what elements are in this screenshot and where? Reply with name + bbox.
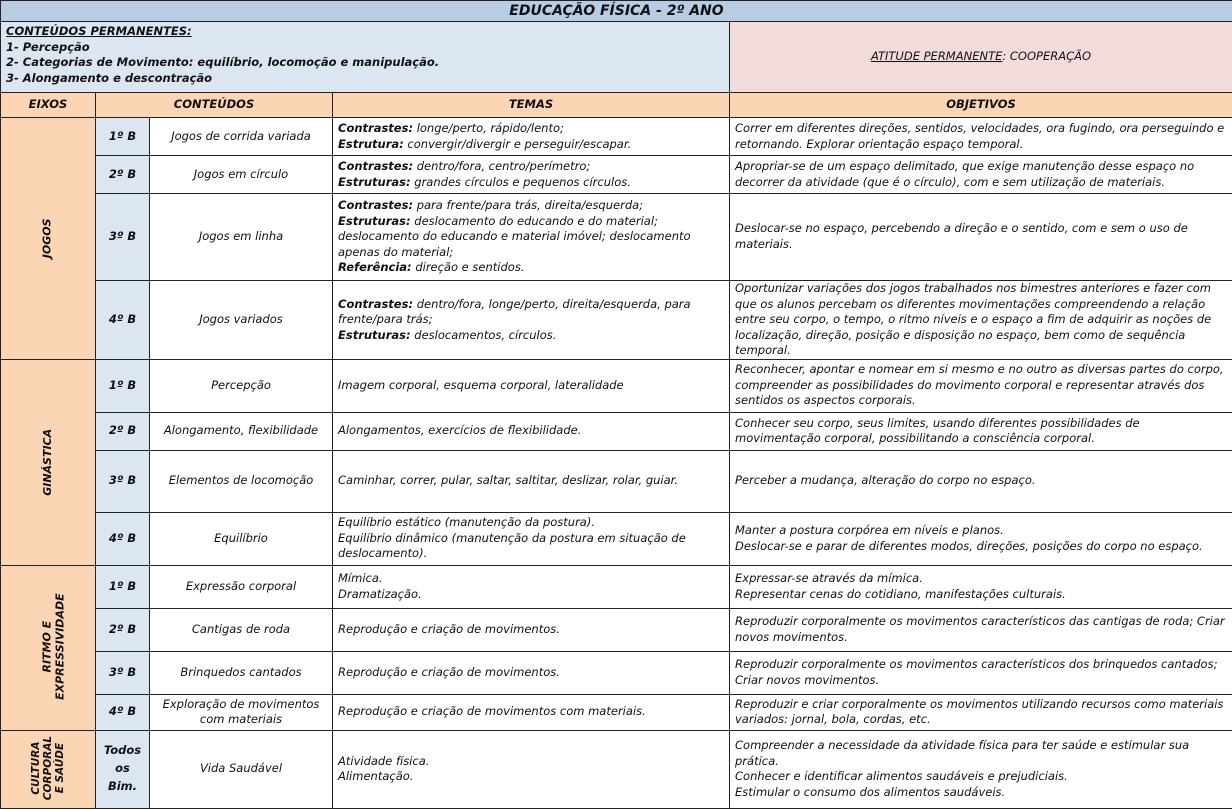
permanent-item: 3- Alongamento e descontração xyxy=(6,71,724,87)
bimestre-cell: 4º B xyxy=(96,694,150,730)
temas-cell xyxy=(333,281,730,360)
tema-line: Equilíbrio estático (manutenção da postura). xyxy=(338,515,724,531)
tema-label: Estrutura: xyxy=(338,137,404,151)
conteudo-cell: Brinquedos cantados xyxy=(150,651,333,694)
objetivo-cell: Perceber a mudança, alteração do corpo no espaço. xyxy=(730,450,1232,512)
tema-line: Referência: direção e sentidos. xyxy=(338,260,724,276)
conteudo-cell: Cantigas de roda xyxy=(150,608,333,651)
objetivo-cell: Correr em diferentes direções, sentidos, velocidades, ora fugindo, ora perseguindo e retornando. Explorar orientação espaço temporal. xyxy=(730,118,1232,156)
bimestre-cell: 1º B xyxy=(96,359,150,412)
table-row xyxy=(1,512,1232,565)
tema-label: Referência: xyxy=(338,260,412,274)
bimestre-cell: 3º B xyxy=(96,194,150,281)
tema-line: Estrutura: convergir/divergir e perseguir/escapar. xyxy=(338,137,724,153)
table-row xyxy=(1,694,1232,730)
tema-line: Atividade física. xyxy=(338,754,724,770)
tema-label: Contrastes: xyxy=(338,297,413,311)
conteudo-cell: Jogos em linha xyxy=(150,194,333,281)
conteudo-cell: Elementos de locomoção xyxy=(150,450,333,512)
eixo-label xyxy=(1,730,96,808)
attitude-value: : COOPERAÇÃO xyxy=(1002,49,1091,63)
objetivo-cell: Conhecer seu corpo, seus limites, usando diferentes possibilidades de movimentação corporal, possibilitando a consciência corporal. xyxy=(730,412,1232,450)
temas-cell xyxy=(333,194,730,281)
eixo-label xyxy=(1,565,96,730)
table-row xyxy=(1,651,1232,694)
conteudo-cell: Jogos em círculo xyxy=(150,156,333,194)
tema-label: Estruturas: xyxy=(338,175,411,189)
tema-line: Dramatização. xyxy=(338,587,724,603)
permanent-contents xyxy=(1,22,730,93)
tema-line: Imagem corporal, esquema corporal, lateralidade xyxy=(338,378,724,394)
tema-line: Mímica. xyxy=(338,571,724,587)
header-conteudos: CONTEÚDOS xyxy=(96,93,333,118)
tema-line: Reprodução e criação de movimentos. xyxy=(338,665,724,681)
bimestre-cell: 1º B xyxy=(96,565,150,608)
tema-line: Equilíbrio dinâmico (manutenção da postura em situação de deslocamento). xyxy=(338,531,724,562)
tema-label: Estruturas: xyxy=(338,328,411,342)
conteudo-cell: Percepção xyxy=(150,359,333,412)
conteudo-cell: Jogos variados xyxy=(150,281,333,360)
tema-line: Estruturas: deslocamento do educando e do material; deslocamento do educando e material imóvel; deslocamento apenas do material; xyxy=(338,214,724,261)
table-row xyxy=(1,118,1232,156)
conteudo-cell: Vida Saudável xyxy=(150,730,333,808)
tema-line: Caminhar, correr, pular, saltar, saltitar, deslizar, rolar, guiar. xyxy=(338,473,724,489)
table-row xyxy=(1,281,1232,360)
bimestre-cell: 1º B xyxy=(96,118,150,156)
tema-label: Contrastes: xyxy=(338,159,413,173)
objetivo-cell: Oportunizar variações dos jogos trabalhados nos bimestres anteriores e fazer com que os alunos percebam os diferentes movimentações compreendendo a relação entre seu corpo, o tempo, o ritmo níveis e o espaço a fim de adquirir as noções de localização, direção, posição e disposição no espaço, bem como de sequência temporal. xyxy=(730,281,1232,360)
objetivo-cell: Reconhecer, apontar e nomear em si mesmo e no outro as diversas partes do corpo, compreender as possibilidades do movimento corporal e representar através dos sentidos os aspectos corporais. xyxy=(730,359,1232,412)
conteudo-cell: Expressão corporal xyxy=(150,565,333,608)
tema-label: Contrastes: xyxy=(338,198,413,212)
conteudo-cell: Jogos de corrida variada xyxy=(150,118,333,156)
temas-cell xyxy=(333,359,730,412)
eixo-label-text: RITMO E EXPRESSIVIDADE xyxy=(42,594,67,700)
objetivo-cell: Reproduzir corporalmente os movimentos característicos dos brinquedos cantados; Criar novos movimentos. xyxy=(730,651,1232,694)
temas-cell xyxy=(333,450,730,512)
bimestre-cell: 2º B xyxy=(96,156,150,194)
objetivo-cell: Manter a postura corpórea em níveis e planos. Deslocar-se e parar de diferentes modos, direções, posições do corpo no espaço. xyxy=(730,512,1232,565)
table-row xyxy=(1,194,1232,281)
temas-cell xyxy=(333,156,730,194)
temas-cell xyxy=(333,608,730,651)
table-row xyxy=(1,412,1232,450)
temas-cell xyxy=(333,651,730,694)
tema-line: Alongamentos, exercícios de flexibilidade. xyxy=(338,423,724,439)
permanent-contents-heading: CONTEÚDOS PERMANENTES: xyxy=(6,24,724,40)
conteudo-cell: Exploração de movimentos com materiais xyxy=(150,694,333,730)
bimestre-cell: 2º B xyxy=(96,412,150,450)
header-eixos: EIXOS xyxy=(1,93,96,118)
bimestre-cell: 4º B xyxy=(96,281,150,360)
table-row xyxy=(1,156,1232,194)
tema-line: Estruturas: deslocamentos, círculos. xyxy=(338,328,724,344)
tema-line: Alimentação. xyxy=(338,769,724,785)
tema-line: Reprodução e criação de movimentos. xyxy=(338,622,724,638)
page-title: EDUCAÇÃO FÍSICA - 2º ANO xyxy=(1,1,1232,22)
temas-cell xyxy=(333,565,730,608)
tema-line: Contrastes: dentro/fora, centro/perímetro; xyxy=(338,159,724,175)
attitude-label: ATITUDE PERMANENTE xyxy=(871,49,1002,63)
tema-line: Reprodução e criação de movimentos com materiais. xyxy=(338,704,724,720)
temas-cell xyxy=(333,730,730,808)
objetivo-cell: Apropriar-se de um espaço delimitado, que exige manutenção desse espaço no decorrer da atividade (que é o círculo), com e sem utilização de materiais. xyxy=(730,156,1232,194)
eixo-label xyxy=(1,359,96,565)
temas-cell xyxy=(333,118,730,156)
bimestre-cell: 3º B xyxy=(96,651,150,694)
table-row xyxy=(1,565,1232,608)
objetivo-cell: Compreender a necessidade da atividade física para ter saúde e estimular sua prática. Conhecer e identificar alimentos saudáveis e prejudiciais. Estimular o consumo dos alimentos saudáveis. xyxy=(730,730,1232,808)
permanent-attitude xyxy=(730,22,1232,93)
permanent-item: 2- Categorias de Movimento: equilíbrio, locomoção e manipulação. xyxy=(6,55,724,71)
bimestre-cell: 4º B xyxy=(96,512,150,565)
bimestre-cell: 3º B xyxy=(96,450,150,512)
temas-cell xyxy=(333,694,730,730)
bimestre-cell: 2º B xyxy=(96,608,150,651)
tema-line: Contrastes: longe/perto, rápido/lento; xyxy=(338,121,724,137)
header-temas: TEMAS xyxy=(333,93,730,118)
table-row xyxy=(1,450,1232,512)
bimestre-cell: Todos os Bim. xyxy=(96,730,150,808)
tema-line: Contrastes: dentro/fora, longe/perto, direita/esquerda, para frente/para trás; xyxy=(338,297,724,328)
tema-label: Contrastes: xyxy=(338,121,413,135)
conteudo-cell: Alongamento, flexibilidade xyxy=(150,412,333,450)
eixo-label-text: CULTURA CORPORAL E SAÚDE xyxy=(30,736,66,800)
table-row xyxy=(1,359,1232,412)
objetivo-cell: Reproduzir corporalmente os movimentos característicos das cantigas de roda; Criar novos movimentos. xyxy=(730,608,1232,651)
conteudo-cell: Equilíbrio xyxy=(150,512,333,565)
permanent-item: 1- Percepção xyxy=(6,40,724,56)
table-row xyxy=(1,608,1232,651)
header-objetivos: OBJETIVOS xyxy=(730,93,1232,118)
tema-line: Contrastes: para frente/para trás, direita/esquerda; xyxy=(338,198,724,214)
eixo-label xyxy=(1,118,96,360)
table-row xyxy=(1,730,1232,808)
tema-line: Estruturas: grandes círculos e pequenos círculos. xyxy=(338,175,724,191)
objetivo-cell: Expressar-se através da mímica. Representar cenas do cotidiano, manifestações culturais. xyxy=(730,565,1232,608)
objetivo-cell: Reproduzir e criar corporalmente os movimentos utilizando recursos como materiais variados: jornal, bola, cordas, etc. xyxy=(730,694,1232,730)
objetivo-cell: Deslocar-se no espaço, percebendo a direção e o sentido, com e sem o uso de materiais. xyxy=(730,194,1232,281)
tema-label: Estruturas: xyxy=(338,214,411,228)
temas-cell xyxy=(333,512,730,565)
eixo-label-text: GINÁSTICA xyxy=(42,429,55,496)
eixo-label-text: JOGOS xyxy=(42,218,55,258)
temas-cell xyxy=(333,412,730,450)
